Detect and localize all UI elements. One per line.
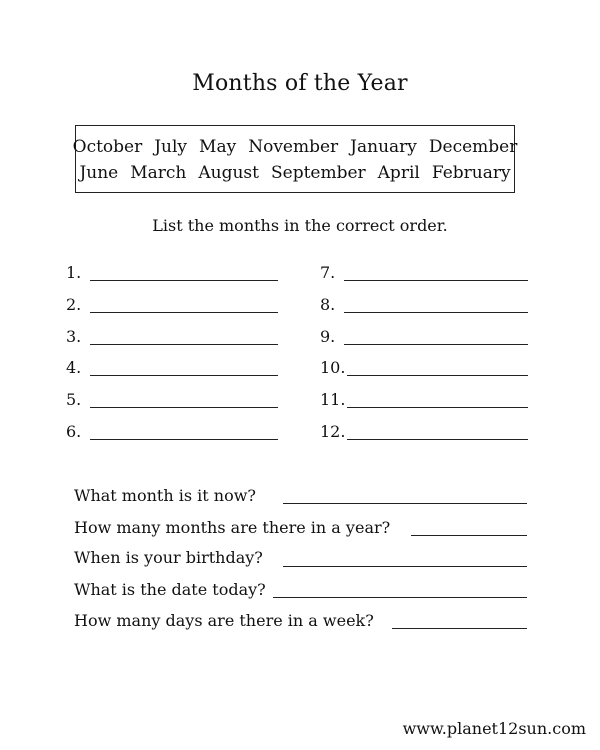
answer-blank[interactable] — [90, 407, 278, 408]
answer-blank[interactable] — [90, 375, 278, 376]
answer-blank[interactable] — [344, 280, 528, 281]
question-text: How many months are there in a year? — [74, 518, 391, 537]
word-bank-word: October — [72, 137, 143, 157]
list-item — [66, 390, 278, 412]
list-item — [320, 263, 528, 285]
answer-blank[interactable] — [347, 375, 528, 376]
question-answer-line[interactable] — [392, 628, 527, 629]
list-item — [66, 422, 278, 444]
item-number: 2. — [66, 295, 82, 314]
list-item — [66, 263, 278, 285]
item-number: 11. — [320, 390, 346, 409]
list-item — [320, 295, 528, 317]
answer-blank[interactable] — [90, 280, 278, 281]
word-bank-word: January — [350, 137, 417, 157]
website-link[interactable]: www.planet12sun.com — [402, 719, 586, 738]
item-number: 4. — [66, 358, 82, 377]
list-item — [320, 327, 528, 349]
item-number: 6. — [66, 422, 82, 441]
list-item — [66, 295, 278, 317]
list-item — [66, 327, 278, 349]
item-number: 7. — [320, 263, 336, 282]
answer-blank[interactable] — [90, 439, 278, 440]
item-number: 3. — [66, 327, 82, 346]
item-number: 1. — [66, 263, 82, 282]
word-bank-word: August — [198, 163, 259, 183]
instruction-text: List the months in the correct order. — [152, 216, 448, 235]
answer-blank[interactable] — [90, 312, 278, 313]
list-item — [320, 422, 528, 444]
word-bank-word: September — [270, 163, 366, 183]
word-bank-word: March — [130, 163, 187, 183]
word-bank-box — [72, 125, 518, 193]
question-answer-line[interactable] — [283, 566, 527, 567]
item-number: 12. — [320, 422, 346, 441]
answer-blank[interactable] — [347, 407, 528, 408]
word-bank-row-2 — [76, 163, 514, 183]
word-bank-word: November — [248, 137, 339, 157]
question-answer-line[interactable] — [283, 503, 527, 504]
item-number: 10. — [320, 358, 346, 377]
question-answer-line[interactable] — [411, 535, 527, 536]
question-text: What is the date today? — [74, 580, 266, 599]
word-bank-word: December — [428, 137, 518, 157]
item-number: 5. — [66, 390, 82, 409]
question-text: How many days are there in a week? — [74, 611, 374, 630]
answer-blank[interactable] — [344, 312, 528, 313]
word-bank-word: April — [377, 163, 420, 183]
list-item — [66, 358, 278, 380]
word-bank-word: February — [431, 163, 511, 183]
word-bank-word: May — [199, 137, 237, 157]
answer-blank[interactable] — [90, 344, 278, 345]
word-bank-word: July — [154, 137, 188, 157]
word-bank-word: June — [79, 163, 119, 183]
item-number: 9. — [320, 327, 336, 346]
item-number: 8. — [320, 295, 336, 314]
answer-blank[interactable] — [344, 344, 528, 345]
question-text: What month is it now? — [74, 486, 256, 505]
word-bank-row-1 — [72, 137, 518, 157]
list-item — [320, 390, 528, 412]
list-item — [320, 358, 528, 380]
page-title: Months of the Year — [192, 71, 408, 96]
answer-blank[interactable] — [347, 439, 528, 440]
question-answer-line[interactable] — [273, 597, 527, 598]
question-text: When is your birthday? — [74, 548, 263, 567]
